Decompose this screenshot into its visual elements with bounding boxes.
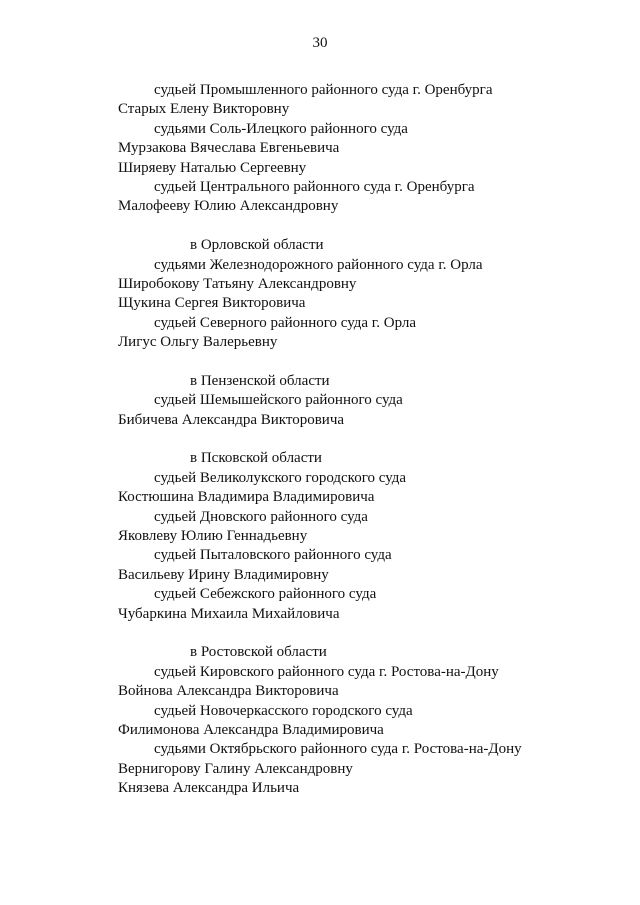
court-line: судьей Центрального районного суда г. Оренбурга bbox=[154, 178, 475, 195]
spacer bbox=[118, 624, 618, 643]
judge-name: Ширяеву Наталью Сергеевну bbox=[118, 159, 307, 176]
court-line: судьей Великолукского городского суда bbox=[154, 469, 407, 486]
page-number: 30 bbox=[312, 35, 328, 51]
section-rostov bbox=[118, 643, 618, 798]
judge-name: Лигус Ольгу Валерьевну bbox=[118, 334, 278, 351]
judge-name: Бибичева Александра Викторовича bbox=[118, 411, 345, 428]
court-line: судьей Северного районного суда г. Орла bbox=[154, 314, 417, 331]
judge-name: Филимонова Александра Владимировича bbox=[118, 721, 384, 738]
court-line: судьями Октябрьского районного суда г. Ростова-на-Дону bbox=[154, 741, 522, 758]
region-heading: в Орловской области bbox=[190, 237, 324, 254]
court-line: судьей Пыталовского районного суда bbox=[154, 547, 392, 564]
judge-name: Широбокову Татьяну Александровну bbox=[118, 275, 357, 292]
judge-name: Войнова Александра Викторовича bbox=[118, 683, 339, 700]
court-line: судьей Кировского районного суда г. Ростова-на-Дону bbox=[154, 663, 499, 680]
region-heading: в Пензенской области bbox=[190, 372, 330, 389]
judge-name: Васильеву Ирину Владимировну bbox=[118, 566, 329, 583]
judge-name: Вернигорову Галину Александровну bbox=[118, 760, 353, 777]
court-line: судьей Промышленного районного суда г. Оренбурга bbox=[154, 82, 493, 98]
section-orel bbox=[118, 236, 618, 352]
judge-name: Яковлеву Юлию Геннадьевну bbox=[118, 527, 308, 544]
document-body bbox=[118, 81, 618, 798]
section-pskov bbox=[118, 449, 618, 624]
court-line: судьями Соль-Илецкого районного суда bbox=[154, 120, 408, 137]
court-line: судьей Новочеркасского городского суда bbox=[154, 702, 413, 719]
judge-name: Князева Александра Ильича bbox=[118, 780, 300, 797]
judge-name: Щукина Сергея Викторовича bbox=[118, 295, 306, 312]
judge-name: Чубаркина Михаила Михайловича bbox=[118, 605, 340, 622]
spacer bbox=[118, 352, 618, 371]
court-line: судьями Железнодорожного районного суда г. Орла bbox=[154, 256, 483, 273]
region-heading: в Псковской области bbox=[190, 450, 322, 467]
judge-name: Костюшина Владимира Владимировича bbox=[118, 489, 375, 506]
court-line: судьей Себежского районного суда bbox=[154, 586, 377, 603]
judge-name: Малофееву Юлию Александровну bbox=[118, 198, 339, 215]
court-line: судьей Дновского районного суда bbox=[154, 508, 368, 525]
judge-name: Мурзакова Вячеслава Евгеньевича bbox=[118, 140, 340, 157]
spacer bbox=[118, 430, 618, 449]
judge-name: Старых Елену Викторовну bbox=[118, 101, 290, 118]
spacer bbox=[118, 217, 618, 236]
section-penza bbox=[118, 372, 618, 430]
region-heading: в Ростовской области bbox=[190, 644, 327, 661]
section-orenburg bbox=[118, 81, 618, 217]
court-line: судьей Шемышейского районного суда bbox=[154, 392, 403, 409]
